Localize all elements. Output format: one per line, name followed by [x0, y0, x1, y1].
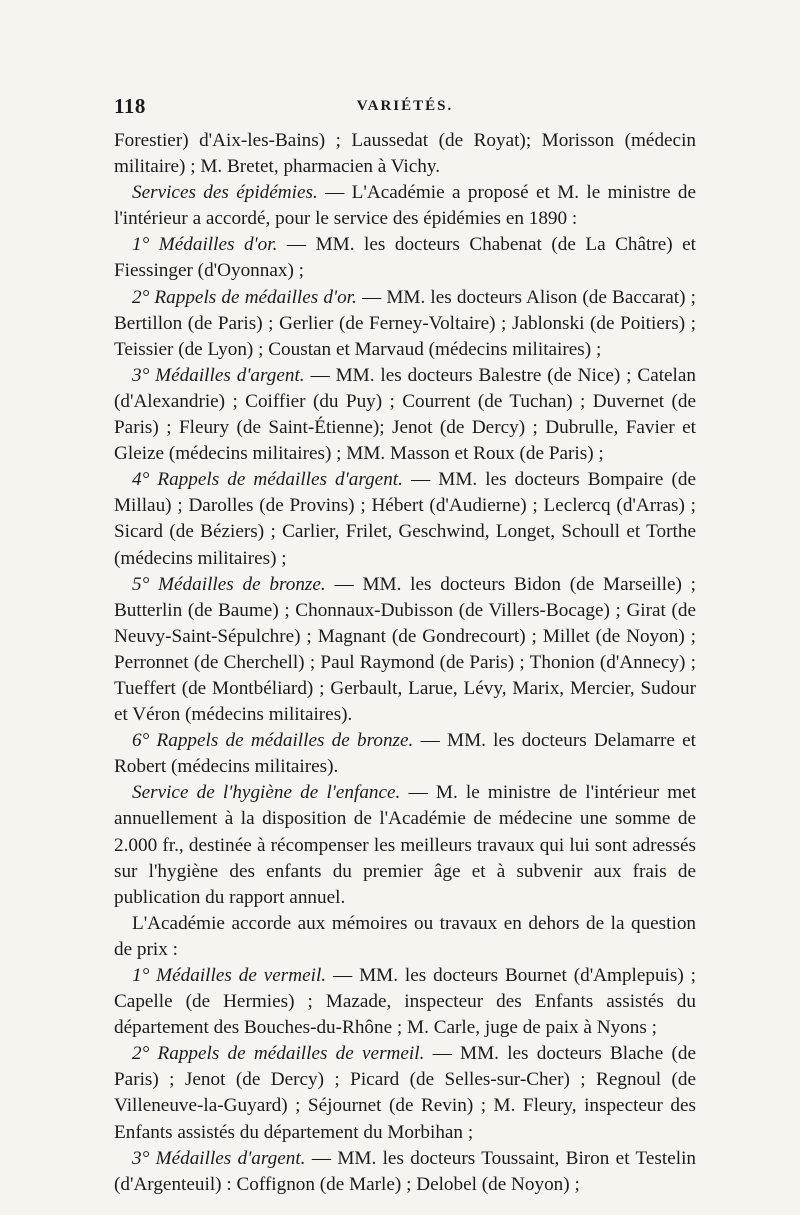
- paragraph: [114, 285, 696, 363]
- paragraph-lead: 4° Rappels de médailles d'argent.: [132, 469, 403, 491]
- paragraph-text: — MM. les docteurs Blache (de Paris) ; Jenot (de Dercy) ; Picard (de Selles-sur-Cher) ; Regnoul (de Villeneuve-la-Guyard) ; Séjournet (de Revin) ; M. Fleury, inspecteur des Enfants assistés du département du Morbihan ;: [114, 1043, 696, 1143]
- paragraph: [114, 572, 696, 729]
- paragraph: [114, 180, 696, 232]
- paragraph-lead: 2° Rappels de médailles de vermeil.: [132, 1043, 425, 1065]
- running-head: VARIÉTÉS.: [356, 98, 454, 114]
- paragraph-lead: 3° Médailles d'argent.: [132, 1147, 306, 1169]
- paragraph-lead: Services des épidémies.: [132, 182, 318, 204]
- paragraph-text: — MM. les docteurs Bidon (de Marseille) ; Butterlin (de Baume) ; Chonnaux-Dubisson (de Villers-Bocage) ; Girat (de Neuvy-Saint-Sépulchre) ; Magnant (de Gondrecourt) ; Millet (de Noyon) ; Perronnet (de Cherchell) ; Paul Raymond (de Paris) ; Thonion (d'Annecy) ; Tueffert (de Montbéliard) ; Gerbault, Larue, Lévy, Marix, Mercier, Sudour et Véron (médecins militaires).: [114, 573, 697, 726]
- paragraph-text: — MM. les docteurs Bournet (d'Amplepuis) ; Capelle (de Hermies) ; Mazade, inspecteur des Enfants assistés du département des Bouches-du-Rhône ; M. Carle, juge de paix à Nyons ;: [114, 965, 696, 1039]
- paragraph: [114, 963, 696, 1041]
- paragraph-text: — M. le ministre de l'intérieur met annuellement à la disposition de l'Académie de médecine une somme de 2.000 fr., destinée à récompenser les meilleurs travaux qui lui sont adressés sur l'hygiène des enfants du premier âge et à subvenir aux frais de publication du rapport annuel.: [114, 782, 696, 908]
- paragraph-text: Forestier) d'Aix-les-Bains) ; Laussedat (de Royat); Morisson (médecin militaire) ; M. Bretet, pharmacien à Vichy.: [114, 130, 696, 178]
- paragraph: [114, 467, 696, 571]
- paragraph-lead: 5° Médailles de bronze.: [132, 573, 326, 595]
- paragraph: [114, 1041, 696, 1145]
- paragraph: [114, 780, 696, 910]
- paragraph-lead: 1° Médailles de vermeil.: [132, 965, 327, 986]
- paragraph-lead: 3° Médailles d'argent.: [132, 364, 305, 386]
- paragraph: [114, 911, 696, 963]
- paragraph-text: — L'Académie a proposé et M. le ministre de l'intérieur a accordé, pour le service des épidémies en 1890 :: [114, 182, 696, 230]
- paragraph: [114, 232, 696, 284]
- page-header: [114, 94, 696, 122]
- page-body: [114, 128, 696, 1198]
- paragraph-text: — MM. les docteurs Chabenat (de La Châtre) et Fiessinger (d'Oyonnax) ;: [114, 234, 697, 282]
- paragraph: [114, 728, 696, 780]
- paragraph: [114, 363, 696, 467]
- paragraph-lead: 2° Rappels de médailles d'or.: [132, 286, 357, 308]
- page-number: 118: [114, 94, 146, 118]
- paragraph: [114, 128, 696, 180]
- paragraph-text: — MM. les docteurs Alison (de Baccarat) ; Bertillon (de Paris) ; Gerlier (de Ferney-Voltaire) ; Jablonski (de Poitiers) ; Teissier (de Lyon) ; Coustan et Marvaud (médecins militaires) ;: [114, 286, 697, 360]
- paragraph-lead: 6° Rappels de médailles de bronze.: [132, 730, 414, 752]
- paragraph-text: — MM. les docteurs Balestre (de Nice) ; Catelan (d'Alexandrie) ; Coiffier (du Puy) ; Courrent (de Tuchan) ; Duvernet (de Paris) ; Fleury (de Saint-Étienne); Jenot (de Dercy) ; Dubrulle, Favier et Gleize (médecins militaires) ; MM. Masson et Roux (de Paris) ;: [114, 364, 696, 465]
- paragraph-text: — MM. les docteurs Toussaint, Biron et Testelin (d'Argenteuil) : Coffignon (de Marle) ; Delobel (de Noyon) ;: [114, 1147, 696, 1195]
- paragraph-text: — MM. les docteurs Delamarre et Robert (médecins militaires).: [114, 730, 696, 778]
- paragraph-text: L'Académie accorde aux mémoires ou travaux en dehors de la question de prix :: [114, 912, 696, 960]
- paragraph-lead: Service de l'hygiène de l'enfance.: [132, 782, 401, 804]
- paragraph-lead: 1° Médailles d'or.: [132, 234, 278, 256]
- paragraph: [114, 1146, 696, 1198]
- paragraph-text: — MM. les docteurs Bompaire (de Millau) ; Darolles (de Provins) ; Hébert (d'Audierne) ; Leclercq (d'Arras) ; Sicard (de Béziers) ; Carlier, Frilet, Geschwind, Longet, Schoull et Torthe (médecins militaires) ;: [114, 469, 697, 569]
